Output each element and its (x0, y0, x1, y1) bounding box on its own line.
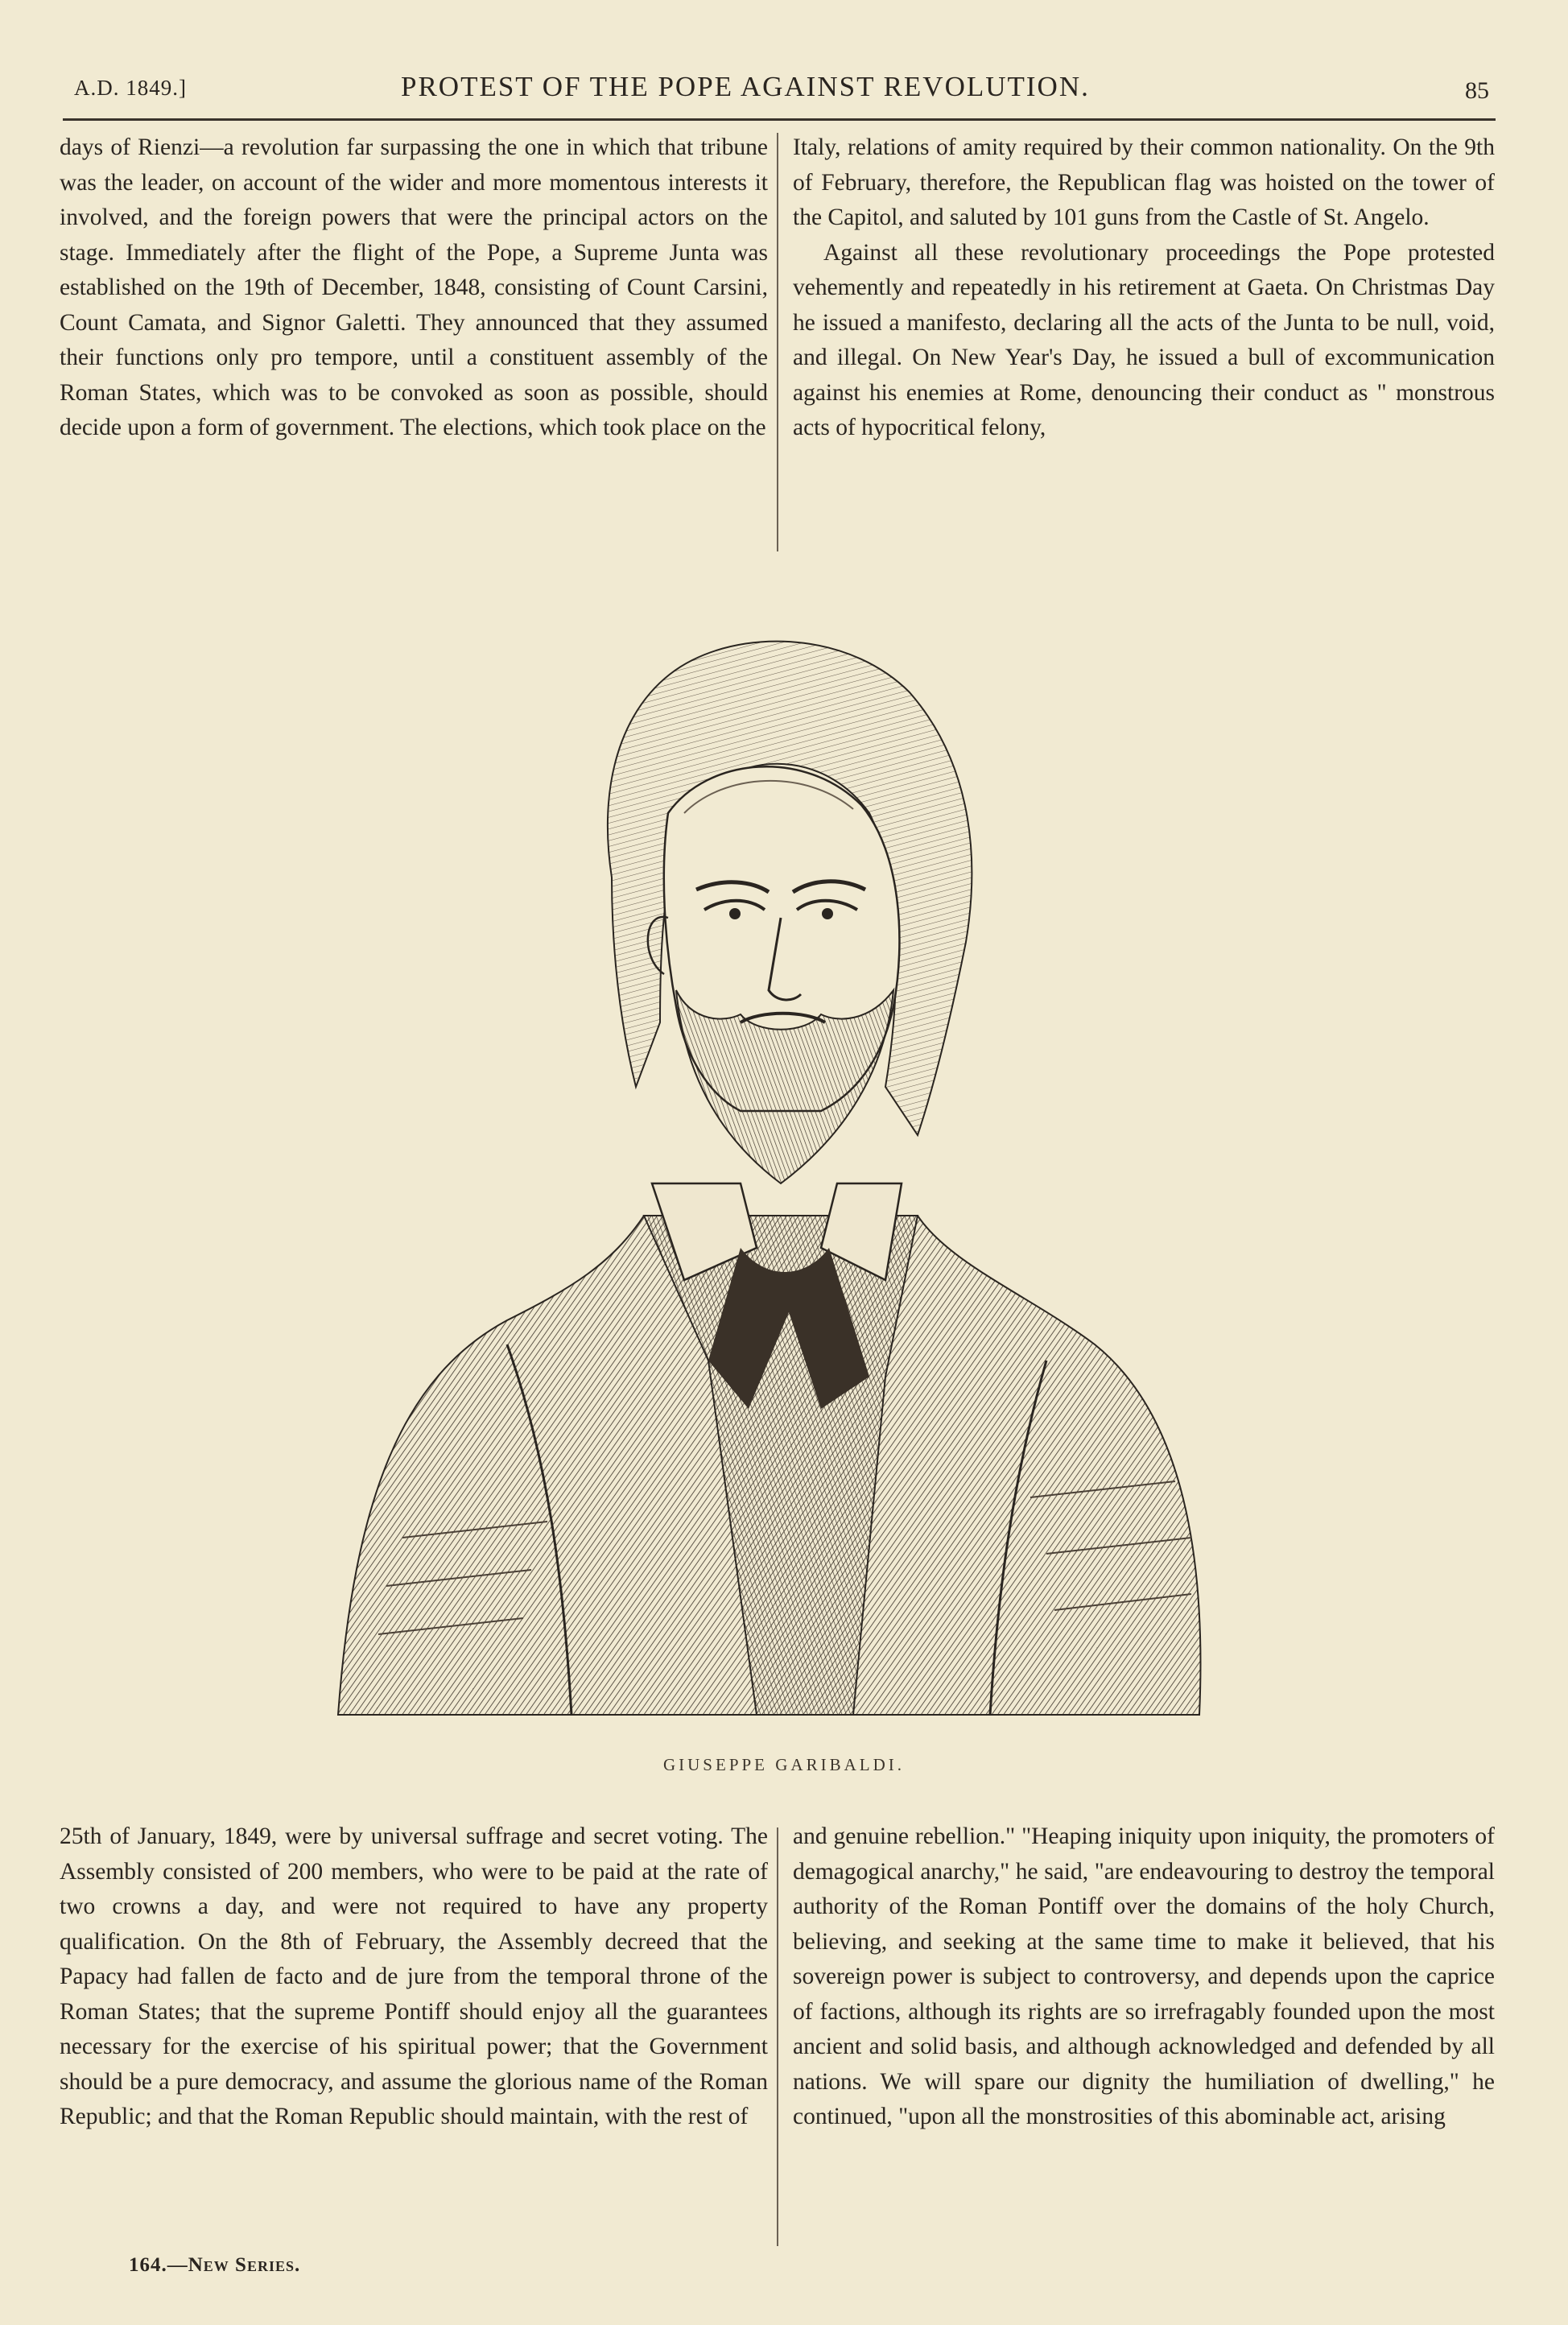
portrait-caption: GIUSEPPE GARIBALDI. (662, 1755, 905, 1774)
signature-mark (129, 2254, 300, 2277)
paragraph: 25th of January, 1849, were by universal suffrage and secret voting. The Assembly consisted of 200 members, who were to be paid at the rate of two crowns a day, and were not required to have any property qualification. On the 8th of February, the Assembly decreed that the Papacy had fallen de facto and de jure from the temporal throne of the Roman States; that the supreme Pontiff should enjoy all the guarantees necessary for the exercise of his spiritual power; that the Government should be a pure democracy, and assume the glorious name of the Roman Republic; and that the Roman Republic should maintain, with the rest of (60, 1823, 768, 2129)
signature-number: 164. (129, 2254, 167, 2276)
series-label: —New Series. (167, 2254, 301, 2276)
header-title: PROTEST OF THE POPE AGAINST REVOLUTION. (401, 71, 1090, 102)
garibaldi-portrait-engraving (306, 572, 1272, 1747)
paragraph: Against all these revolutionary proceedings the Pope protested vehemently and repeatedly in his retirement at Gaeta. On Christmas Day he issued a manifesto, declaring all the acts of the Junta to be null, void, and illegal. On New Year's Day, he issued a bull of excommunication against his enemies at Rome, denouncing their conduct as " monstrous acts of hypocritical felony, (793, 239, 1495, 440)
text-column-bottom-left (60, 1819, 768, 2135)
text-column-top-right (793, 130, 1495, 446)
column-divider (777, 1827, 778, 2246)
header-date: A.D. 1849.] (74, 76, 187, 100)
page-number: 85 (1465, 77, 1489, 104)
paragraph: days of Rienzi—a revolution far surpassing the one in which that tribune was the leader, on account of the wider and more momentous interests it involved, and the foreign powers that were the principal actors on the stage. Immediately after the flight of the Pope, a Supreme Junta was established on the 19th of December, 1848, consisting of Count Carsini, Count Camata, and Signor Galetti. They announced that they assumed their functions only pro tempore, until a constituent assembly of the Roman States, which was to be convoked as soon as possible, should decide upon a form of government. The elections, which took place on the (60, 134, 768, 440)
text-column-bottom-right (793, 1819, 1495, 2135)
paragraph: Italy, relations of amity required by their common nationality. On the 9th of February, therefore, the Republican flag was hoisted on the tower of the Capitol, and saluted by 101 guns from the Castle of St. Angelo. (793, 134, 1495, 230)
header-rule (63, 118, 1496, 121)
paragraph: and genuine rebellion." "Heaping iniquity upon iniquity, the promoters of demagogical anarchy," he said, "are endeavouring to destroy the temporal authority of the Roman Pontiff over the domains of the holy Church, believing, and seeking at the same time to make it believed, that his sovereign power is subject to controversy, and depends upon the caprice of factions, although its rights are so irrefragably founded upon the most ancient and solid basis, and although acknowledged and defended by all nations. We will spare our dignity the humiliation of dwelling," he continued, "upon all the monstrosities of this abominable act, arising (793, 1823, 1495, 2129)
running-header (63, 71, 1504, 113)
column-divider (777, 133, 778, 551)
text-column-top-left (60, 130, 768, 446)
